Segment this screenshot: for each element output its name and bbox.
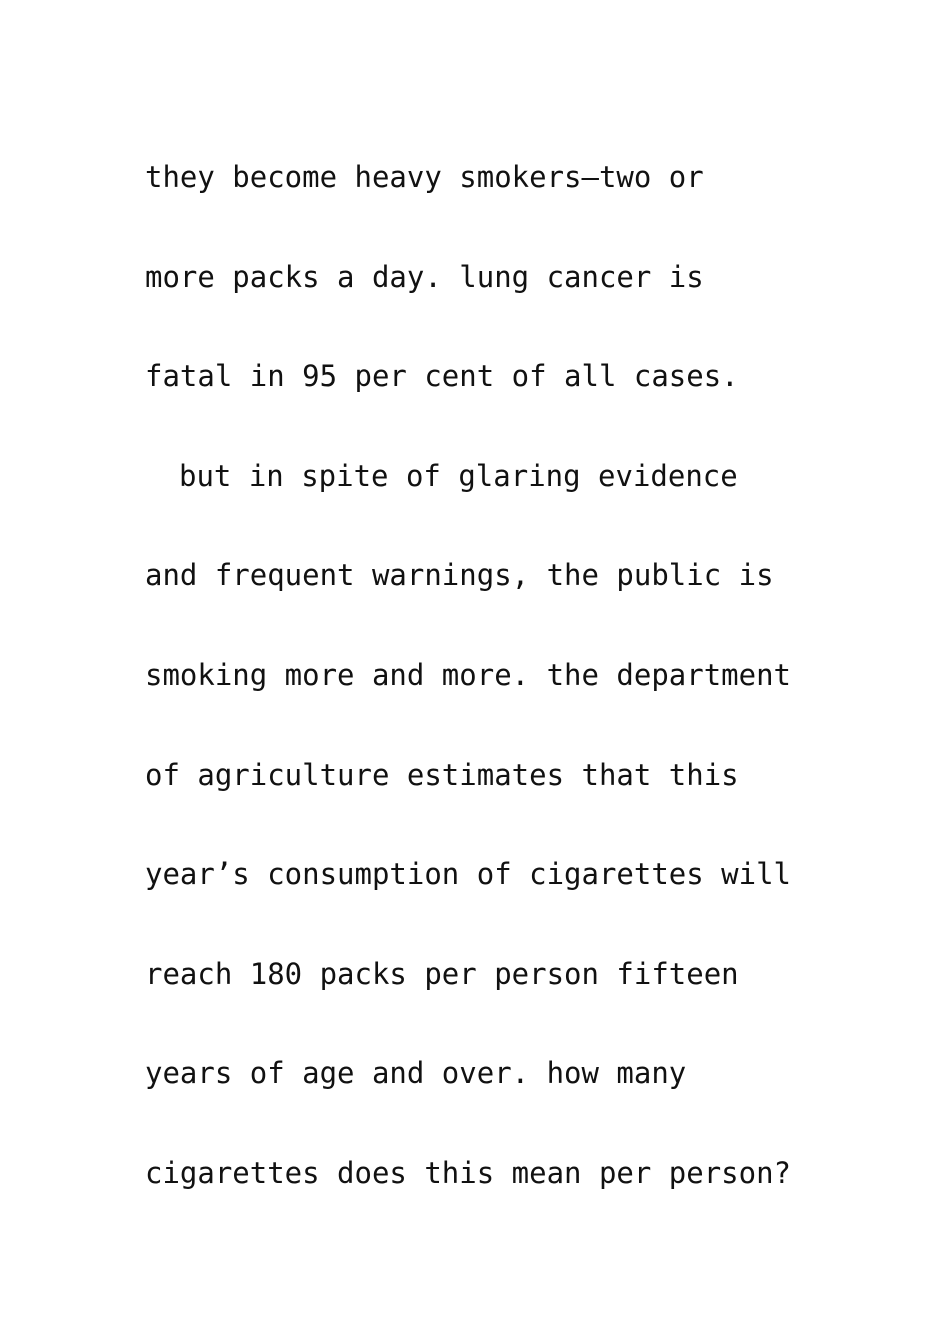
text-line-2: more packs a day. lung cancer is [145,259,704,294]
document-body [145,128,845,1224]
text-line-4-paragraph-start: but in spite of glaring evidence [179,458,738,493]
text-line-7: of agriculture estimates that this [145,757,739,792]
text-line-10: years of age and over. how many [145,1056,687,1091]
text-line-8: year’s consumption of cigarettes will [145,857,792,892]
text-line-1: they become heavy smokers—two or [145,160,704,194]
text-line-3: fatal in 95 per cent of all cases. [145,359,739,394]
text-line-5: and frequent warnings, the public is [145,558,774,593]
text-line-9: reach 180 packs per person fifteen [145,956,739,991]
text-line-11: cigarettes does this mean per person? [145,1155,792,1190]
text-line-6: smoking more and more. the department [145,657,792,692]
